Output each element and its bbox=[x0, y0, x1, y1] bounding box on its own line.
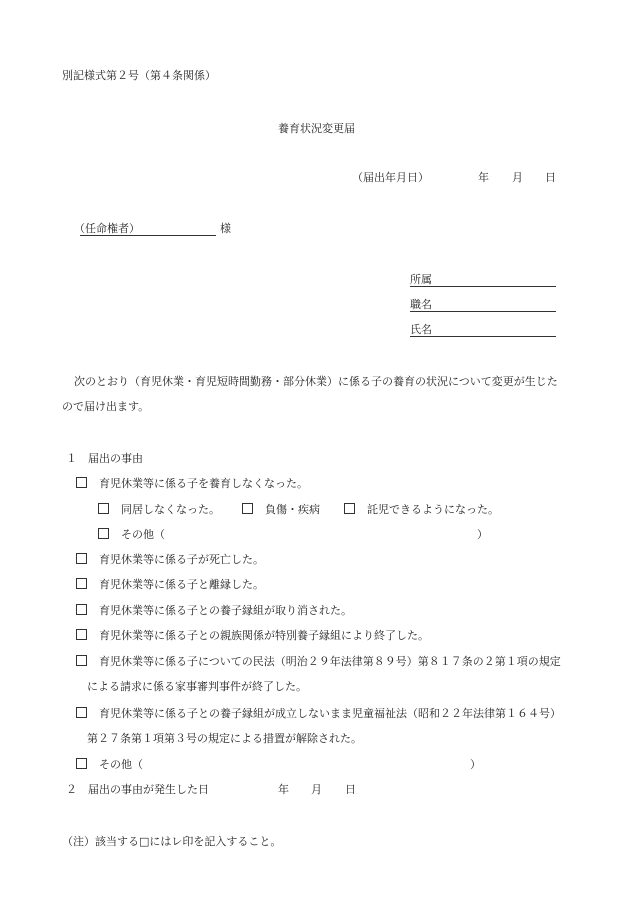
name-label: 氏名 bbox=[410, 323, 432, 336]
intro-line-1: 次のとおり（育児休業・育児短時間勤務・部分休業）に係る子の養育の状況について変更が生じた bbox=[74, 375, 558, 388]
intro-line-2: ので届け出ます。 bbox=[62, 400, 150, 413]
affiliation-underline bbox=[410, 273, 556, 287]
reason-item-8-close: ） bbox=[470, 758, 481, 771]
checkbox-icon[interactable] bbox=[76, 629, 87, 640]
filing-date-month: 月 bbox=[512, 171, 523, 184]
checkbox-icon[interactable] bbox=[76, 604, 87, 615]
checkbox-icon[interactable] bbox=[76, 553, 87, 564]
addressee-label: （任命権者） bbox=[74, 222, 140, 235]
filing-date-label: （届出年月日） bbox=[352, 171, 429, 184]
section2-heading: ２ 届出の事由が発生した日 bbox=[66, 783, 209, 796]
checkbox-icon[interactable] bbox=[76, 578, 87, 589]
reason-item-5: 育児休業等に係る子との親族関係が特別養子縁組により終了した。 bbox=[76, 629, 429, 643]
addressee-suffix: 様 bbox=[220, 222, 231, 235]
reason-item-7-cont: 第２７条第１項第３号の規定による措置が解除された。 bbox=[87, 732, 362, 745]
note: （注）該当する□にはレ印を記入すること。 bbox=[62, 835, 282, 848]
reason-item-4: 育児休業等に係る子との養子縁組が取り消された。 bbox=[76, 604, 352, 618]
reason-item-2: 育児休業等に係る子が死亡した。 bbox=[76, 553, 264, 567]
position-underline bbox=[410, 298, 556, 312]
reason-item-7: 育児休業等に係る子との養子縁組が成立しないまま児童福祉法（昭和２２年法律第１６４号） bbox=[76, 707, 561, 721]
checkbox-icon[interactable] bbox=[76, 758, 87, 769]
reason-item-3: 育児休業等に係る子と離縁した。 bbox=[76, 578, 264, 592]
checkbox-icon[interactable] bbox=[242, 503, 253, 514]
checkbox-icon[interactable] bbox=[98, 528, 109, 539]
reason-sub-c: 託児できるようになった。 bbox=[344, 503, 499, 517]
event-date-day: 日 bbox=[345, 783, 356, 796]
addressee-underline bbox=[80, 222, 216, 236]
checkbox-icon[interactable] bbox=[76, 707, 87, 718]
checkbox-icon[interactable] bbox=[76, 655, 87, 666]
checkbox-icon[interactable] bbox=[98, 503, 109, 514]
reason-item-6-cont: による請求に係る家事審判事件が終了した。 bbox=[87, 680, 307, 693]
position-label: 職名 bbox=[410, 298, 432, 311]
section1-heading: １ 届出の事由 bbox=[66, 452, 143, 465]
form-number: 別記様式第２号（第４条関係） bbox=[62, 69, 216, 82]
event-date-month: 月 bbox=[311, 783, 322, 796]
affiliation-label: 所属 bbox=[410, 273, 432, 286]
reason-sub-a: 同居しなくなった。 bbox=[98, 503, 220, 517]
reason-sub-b: 負傷・疾病 bbox=[242, 503, 320, 517]
document-title: 養育状況変更届 bbox=[278, 122, 355, 135]
event-date-year: 年 bbox=[278, 783, 289, 796]
reason-sub-other-close: ） bbox=[477, 528, 488, 541]
checkbox-icon[interactable] bbox=[344, 503, 355, 514]
reason-item-8: その他（ bbox=[76, 758, 143, 772]
filing-date-year: 年 bbox=[478, 171, 489, 184]
checkbox-icon[interactable] bbox=[76, 477, 87, 488]
filing-date-day: 日 bbox=[545, 171, 556, 184]
reason-item-6: 育児休業等に係る子についての民法（明治２９年法律第８９号）第８１７条の２第１項の規定 bbox=[76, 655, 561, 669]
reason-sub-other: その他（ bbox=[98, 528, 165, 542]
name-underline bbox=[410, 323, 556, 337]
reason-item-1: 育児休業等に係る子を養育しなくなった。 bbox=[76, 477, 308, 491]
